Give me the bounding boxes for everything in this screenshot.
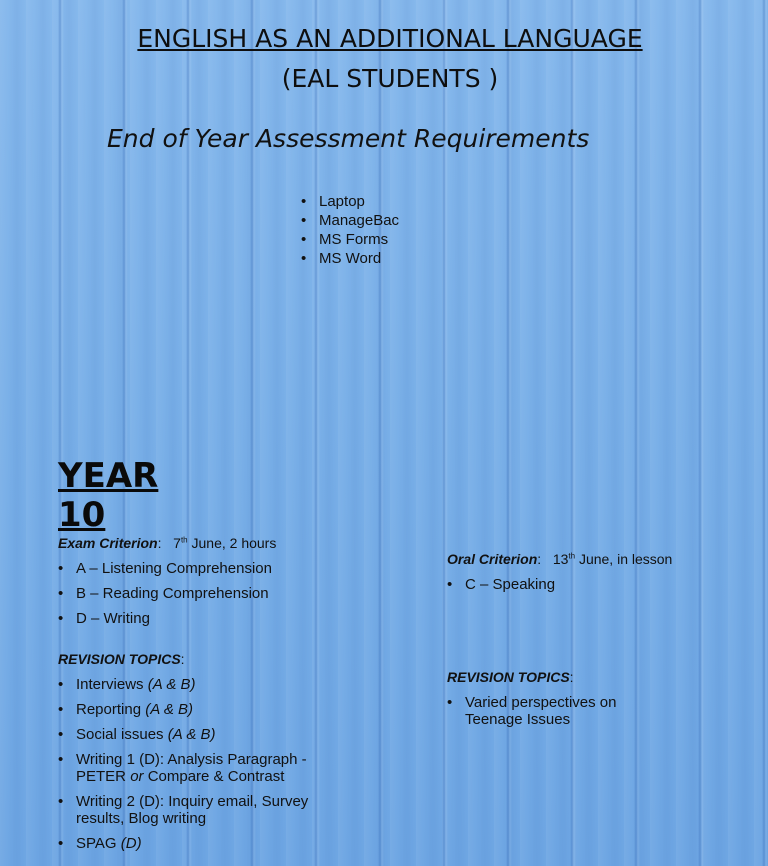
exam-revision-heading [58, 651, 185, 667]
year-heading [58, 457, 158, 535]
topic-note: (D) [120, 835, 142, 852]
exam-date-suffix: th [180, 535, 188, 545]
oral-criteria-list [447, 576, 647, 601]
list-item [58, 701, 328, 718]
exam-date-rest: June, 2 hours [187, 535, 277, 551]
revision-label: REVISION TOPICS [58, 651, 181, 667]
exam-date-day: 7 [173, 535, 181, 551]
list-item [58, 751, 328, 785]
topic-text: Writing 2 (D): Inquiry email, Survey results, Blog writing [76, 793, 309, 827]
list-item: • MS Forms [301, 230, 399, 249]
topic-text-rest: Compare & Contrast [143, 768, 285, 785]
topic-note: (A & B) [145, 701, 194, 718]
oral-topics-list [447, 694, 647, 736]
oral-date-rest: June, in lesson [575, 551, 673, 567]
list-item: • A – Listening Comprehension [58, 560, 328, 577]
list-item [58, 835, 328, 852]
list-item: • Varied perspectives on Teenage Issues [447, 694, 647, 728]
oral-date-suffix: th [568, 551, 576, 561]
list-item: • B – Reading Comprehension [58, 585, 328, 602]
exam-topics-list [58, 676, 328, 860]
oral-criterion-label: Oral Criterion [447, 551, 538, 567]
list-item: • C – Speaking [447, 576, 647, 593]
page-subtitle-eal: (EAL STUDENTS ) [281, 64, 499, 93]
list-item [58, 726, 328, 743]
list-item [58, 793, 328, 827]
colon: : [157, 535, 162, 551]
colon: : [569, 669, 574, 685]
year-label: YEAR [58, 456, 159, 496]
list-item: • D – Writing [58, 610, 328, 627]
topic-text: Social issues [76, 726, 168, 743]
exam-criteria-list [58, 560, 328, 635]
topic-or: or [130, 768, 144, 785]
colon: : [537, 551, 542, 567]
oral-revision-heading [447, 669, 574, 685]
requirements-list [301, 192, 399, 268]
list-item: • MS Word [301, 249, 399, 268]
topic-text: Interviews [76, 676, 148, 693]
page-title: ENGLISH AS AN ADDITIONAL LANGUAGE [137, 24, 643, 53]
list-item: • ManageBac [301, 211, 399, 230]
colon: : [180, 651, 185, 667]
oral-date-day: 13 [552, 551, 569, 567]
assessment-heading: End of Year Assessment Requirements [107, 124, 590, 153]
list-item [58, 676, 328, 693]
exam-criterion [58, 535, 276, 551]
revision-label: REVISION TOPICS [447, 669, 570, 685]
year-number: 10 [58, 495, 106, 535]
topic-note: (A & B) [167, 726, 216, 743]
topic-text: SPAG [76, 835, 121, 852]
topic-text: Writing 1 (D): Analysis Paragraph - PETER [76, 751, 307, 785]
topic-text: Reporting [76, 701, 146, 718]
list-item: • Laptop [301, 192, 399, 211]
oral-criterion [447, 551, 672, 567]
topic-note: (A & B) [147, 676, 196, 693]
exam-criterion-label: Exam Criterion [58, 535, 158, 551]
